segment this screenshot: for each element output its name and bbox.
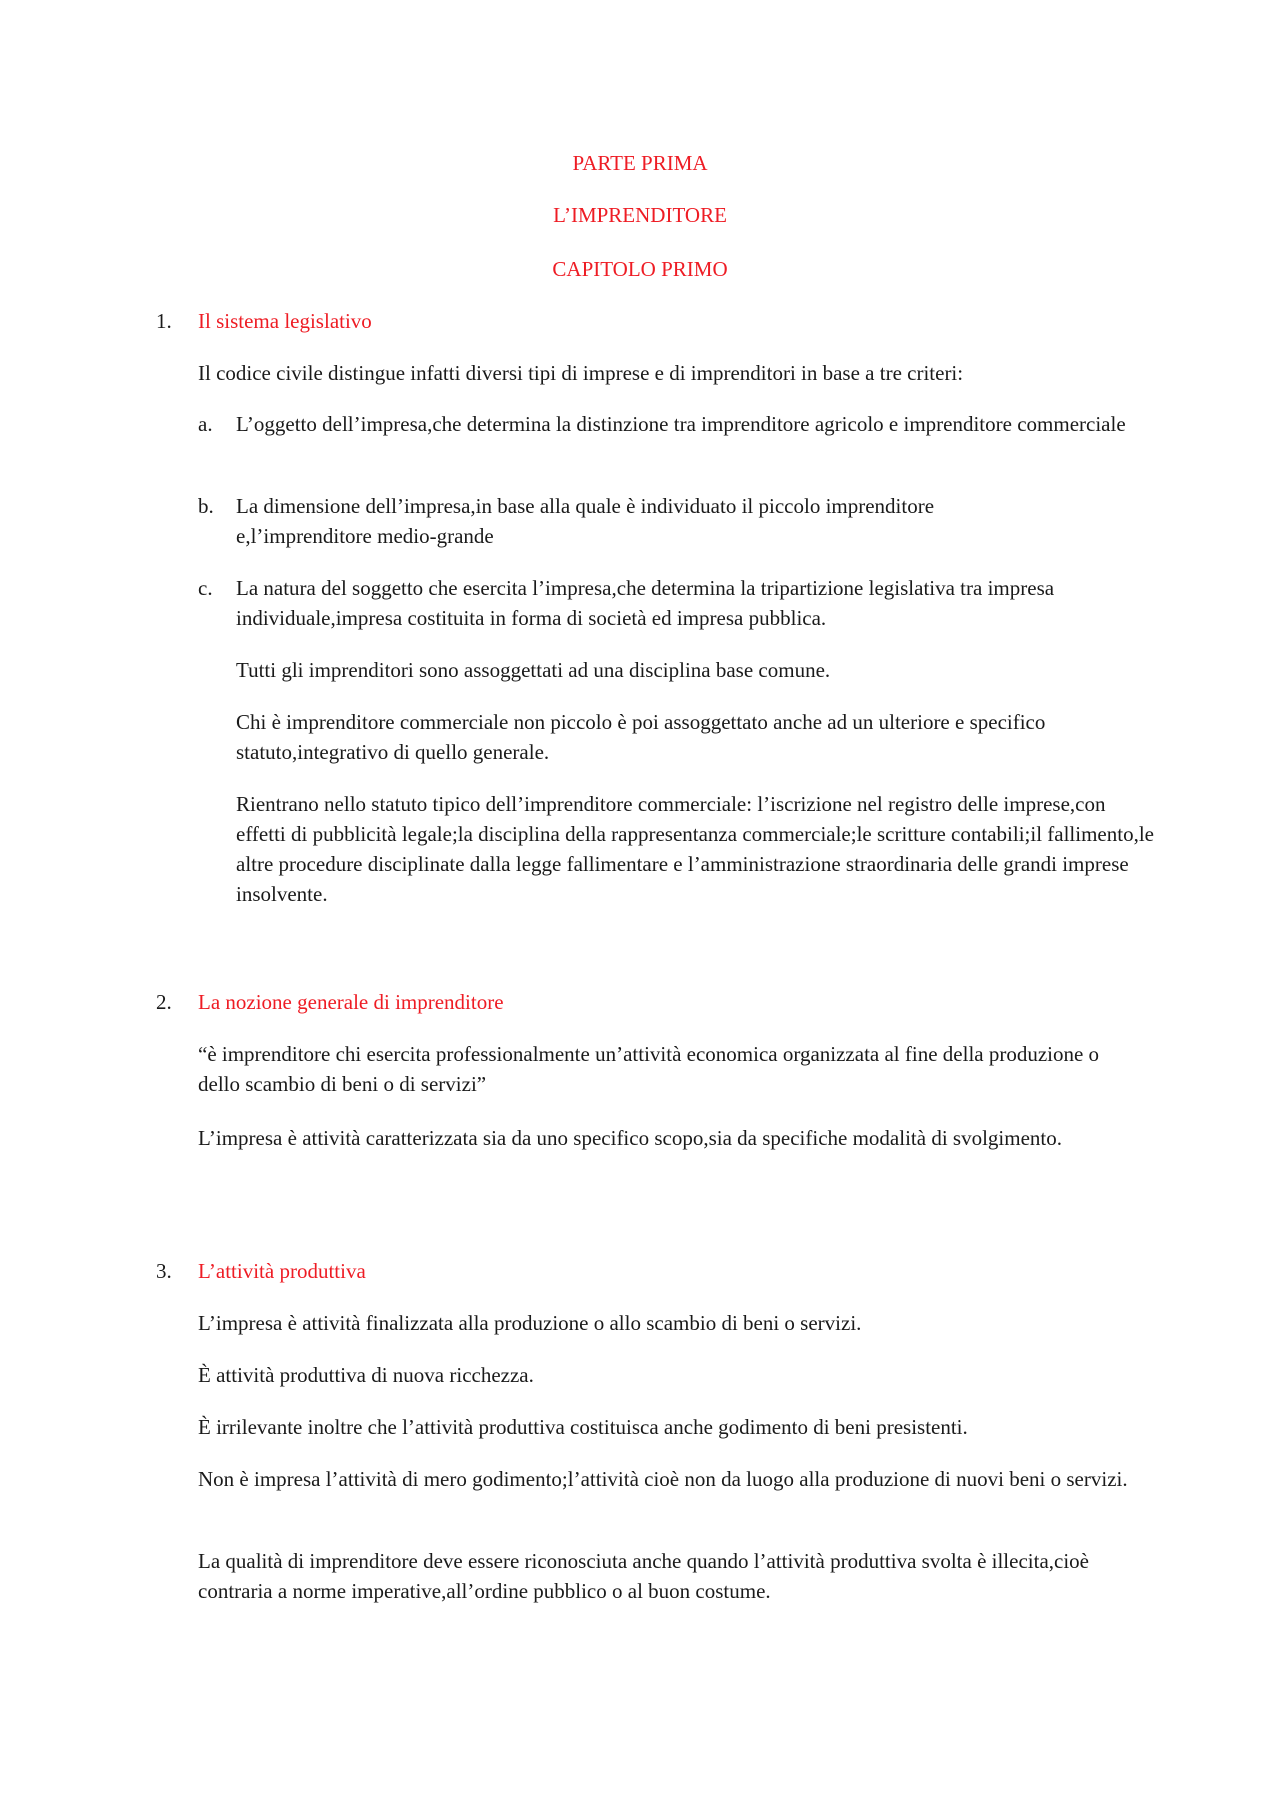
paragraph: Non è impresa l’attività di mero godimento;l’attività cioè non da luogo alla produzione di nuovi beni o servizi. [198,1467,1128,1491]
list-item-marker: a. [198,412,213,436]
paragraph: È irrilevante inoltre che l’attività produttiva costituisca anche godimento di beni presistenti. [198,1415,968,1439]
list-item-marker: b. [198,494,214,518]
list-item: L’oggetto dell’impresa,che determina la distinzione tra imprenditore agricolo e imprenditore commerciale [236,412,1126,436]
list-item: La natura del soggetto che esercita l’impresa,che determina la tripartizione legislativa tra impresa individuale,impresa costituita in forma di società ed impresa pubblica. [236,576,1055,630]
section-heading: Il sistema legislativo [198,309,372,333]
section-heading: La nozione generale di imprenditore [198,990,504,1014]
subject-title: L’IMPRENDITORE [553,203,727,227]
section-number: 3. [156,1259,172,1283]
paragraph: Rientrano nello statuto tipico dell’imprenditore commerciale: l’iscrizione nel registro delle imprese,con effetti di pubblicità legale;la disciplina della rappresentanza commerciale;le scritture contabili;il fallimento,le altre procedure disciplinate dalla legge fallimentare e l’amministrazione straordinaria delle grandi imprese insolvente. [236,792,1154,906]
quotation: “è imprenditore chi esercita professionalmente un’attività economica organizzata al fine della produzione o dello scambio di beni o di servizi” [198,1042,1100,1096]
paragraph: L’impresa è attività finalizzata alla produzione o allo scambio di beni o servizi. [198,1311,862,1335]
section-number: 1. [156,309,172,333]
list-item: La dimensione dell’impresa,in base alla quale è individuato il piccolo imprenditore e,l’imprenditore medio-grande [236,494,935,548]
paragraph: È attività produttiva di nuova ricchezza. [198,1363,534,1387]
section-intro: Il codice civile distingue infatti diversi tipi di imprese e di imprenditori in base a tre criteri: [198,361,964,385]
paragraph: Chi è imprenditore commerciale non piccolo è poi assoggettato anche ad un ulteriore e specifico statuto,integrativo di quello generale. [236,710,1046,764]
list-item-marker: c. [198,576,213,600]
section-number: 2. [156,990,172,1014]
paragraph: Tutti gli imprenditori sono assoggettati ad una disciplina base comune. [236,658,831,682]
section-heading: L’attività produttiva [198,1259,366,1283]
chapter-title: CAPITOLO PRIMO [552,257,728,281]
paragraph: La qualità di imprenditore deve essere riconosciuta anche quando l’attività produttiva svolta è illecita,cioè contraria a norme imperative,all’ordine pubblico o al buon costume. [198,1549,1090,1603]
part-title: PARTE PRIMA [572,151,708,175]
paragraph: L’impresa è attività caratterizzata sia da uno specifico scopo,sia da specifiche modalità di svolgimento. [198,1126,1062,1150]
